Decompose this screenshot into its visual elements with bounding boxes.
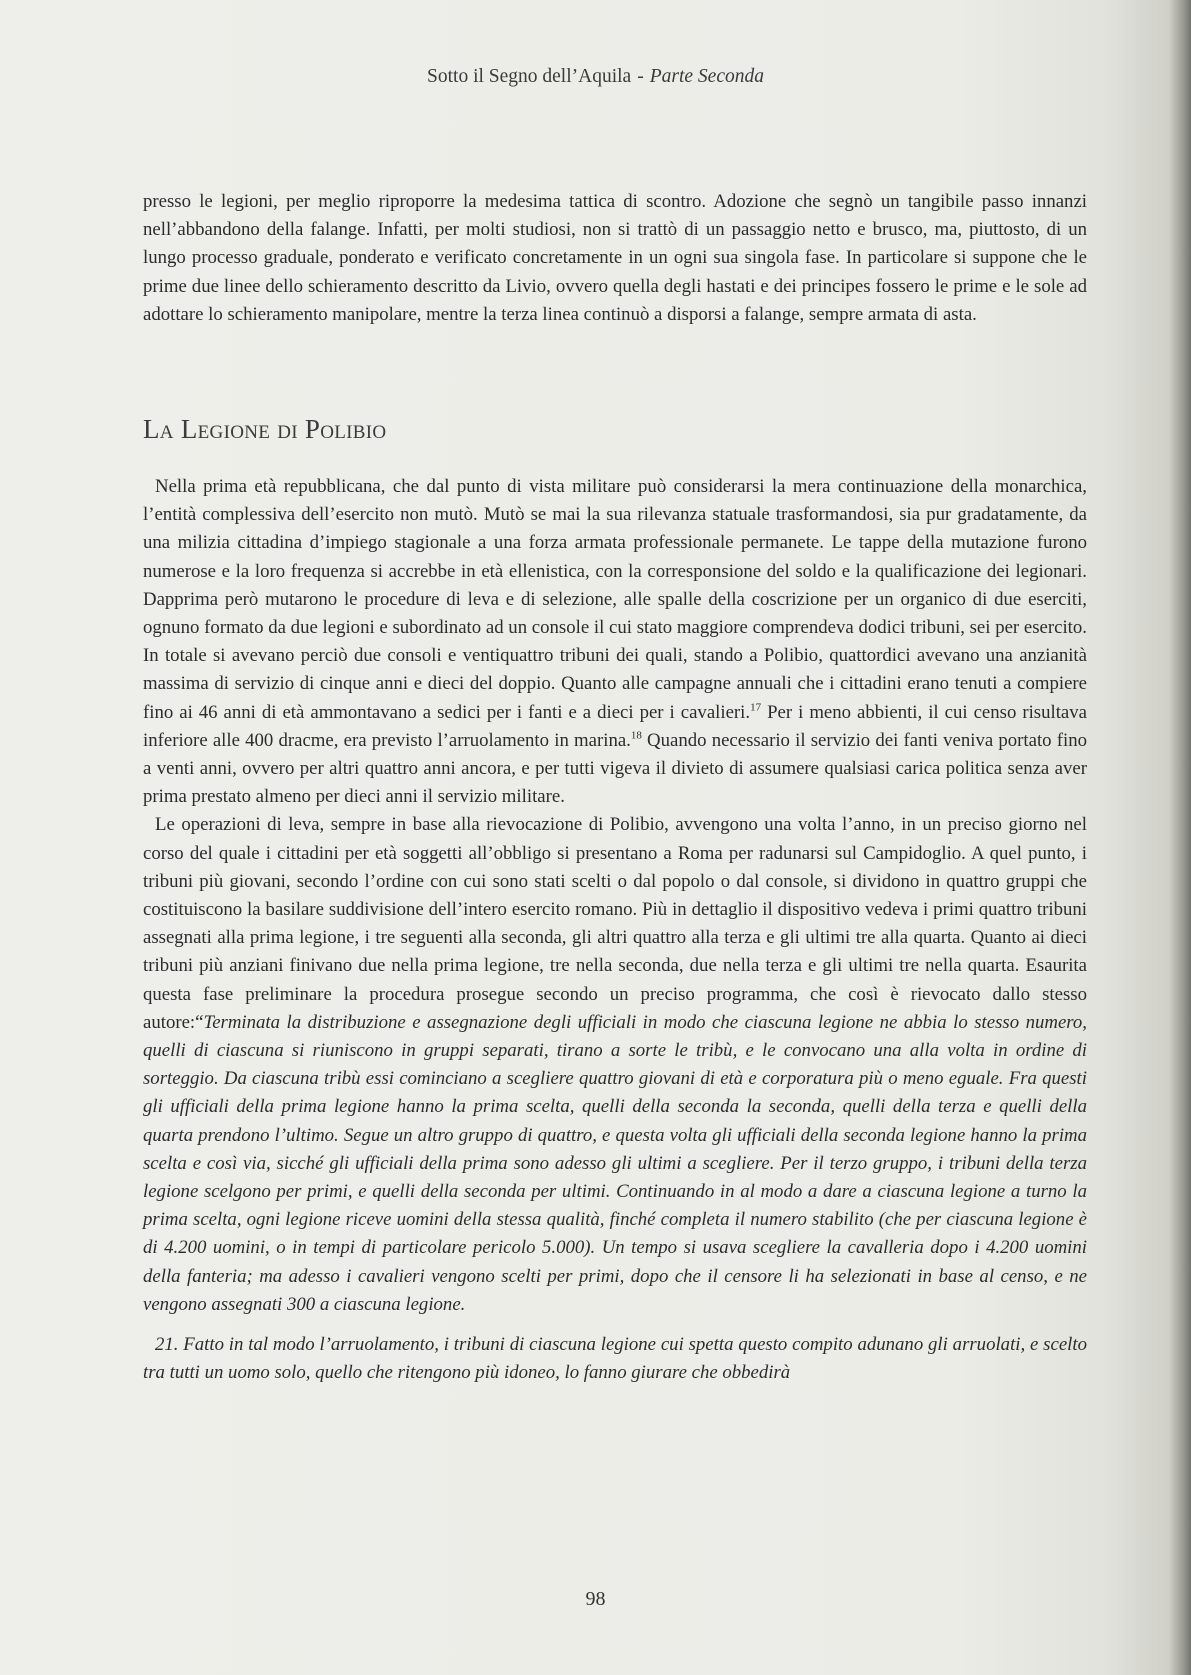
polybius-quote: Terminata la distribuzione e assegnazione degli ufficiali in modo che ciascuna legione ne abbia lo stesso numero, quelli di ciascuna si riuniscono in gruppi separati, tirano a sorte le tribù, e le convocano una alla volta in ordine di sorteggio. Da ciascuna tribù essi cominciano a scegliere quattro giovani di età e corporatura più o meno eguale. Fra questi gli ufficiali della prima legione hanno la prima scelta, quelli della seconda la seconda, quelli della terza e quelli della quarta prendono l’ultimo. Segue un altro gruppo di quattro, e questa volta gli ufficiali della seconda legione hanno la prima scelta e così via, sicché gli ufficiali della prima sono adesso gli ultimi a scegliere. Per il terzo gruppo, i tribuni della terza legione scelgono per primi, e quelli della seconda per ultimi. Continuando in al modo a dare a ciascuna legione a turno la prima scelta, ogni legione riceve uomini della stessa qualità, finché completa il numero stabilito (che per ciascuna legione è di 4.200 uomini, o in tempi di particolare pericolo 5.000). Un tempo si usava scegliere la cavalleria dopo i 4.200 uomini della fanteria; ma adesso i cavalieri vengono scelti per primi, dopo che il censore li ha selezionati in base al censo, e ne vengono assegnati 300 a ciascuna legione. bbox=[143, 1011, 1087, 1315]
paragraph-2-text: Le operazioni di leva, sempre in base alla rievocazione di Polibio, avvengono una volta l’anno, in un preciso giorno nel corso del quale i cittadini per età soggetti all’obbligo si presentano a Roma per radunarsi sul Campidoglio. A quel punto, i tribuni più giovani, secondo l’ordine con cui sono stati scelti o dal popolo o dal console, si dividono in quattro gruppi che costituiscono la basilare suddivisione dell’intero esercito romano. Più in dettaglio il dispositivo vedeva i primi quattro tribuni assegnati alla prima legione, i tre seguenti alla seconda, gli altri quattro alla terza e gli ultimi tre alla quarta. Quanto ai dieci tribuni più anziani finivano due nella prima legione, tre nella seconda, due nella terza e gli ultimi tre nella quarta. Esaurita questa fase preliminare la procedura prosegue secondo un preciso programma, che così è rievocato dallo stesso autore:“ bbox=[143, 814, 1087, 1033]
running-header bbox=[0, 66, 1191, 88]
section-heading: La Legione di Polibio bbox=[143, 414, 387, 444]
footnote-ref-18[interactable]: 18 bbox=[630, 729, 642, 742]
polybius-quote-21: 21. Fatto in tal modo l’arruolamento, i tribuni di ciascuna legione cui spetta questo compito adunano gli arruolati, e scelto tra tutti un uomo solo, quello che ritengono più idoneo, lo fanno giurare che obbedirà bbox=[143, 1334, 1087, 1384]
section-body bbox=[143, 473, 1087, 1388]
paragraph-1-text-b: Per i meno abbienti, il cui censo risultava inferiore alle 400 dracme, era previsto l’arruolamento in marina. bbox=[143, 701, 1087, 751]
footnote-ref-17[interactable]: 17 bbox=[750, 701, 762, 714]
book-title: Sotto il Segno dell’Aquila bbox=[427, 66, 632, 87]
paragraph-1 bbox=[143, 473, 1087, 811]
page-number: 98 bbox=[585, 1588, 606, 1610]
paragraph-3 bbox=[143, 1331, 1087, 1387]
header-separator: - bbox=[637, 66, 644, 87]
intro-paragraph: presso le legioni, per meglio riproporre la medesima tattica di scontro. Adozione che segnò un tangibile passo innanzi nell’abbandono della falange. Infatti, per molti studiosi, non si trattò di un passaggio netto e brusco, ma, piuttosto, di un lungo processo graduale, ponderato e verificato concretamente in un ogni sua singola fase. In particolare si suppone che le prime due linee dello schieramento descritto da Livio, ovvero quella degli hastati e dei principes fossero le prime e le sole ad adottare lo schieramento manipolare, mentre la terza linea continuò a disporsi a falange, sempre armata di asta. bbox=[143, 191, 1087, 325]
book-part: Parte Seconda bbox=[649, 66, 764, 87]
paragraph-2 bbox=[143, 811, 1087, 1319]
intro-section bbox=[143, 188, 1087, 329]
paragraph-1-text-c: Quando necessario il servizio dei fanti veniva portato fino a venti anni, ovvero per altri quattro anni ancora, e per tutti vigeva il divieto di assumere qualsiasi carica politica senza aver prima prestato almeno per dieci anni il servizio militare. bbox=[143, 729, 1087, 808]
paragraph-1-text-a: Nella prima età repubblicana, che dal punto di vista militare può considerarsi la mera continuazione della monarchica, l’entità complessiva dell’esercito non mutò. Mutò se mai la sua rilevanza statuale trasformandosi, sia pur gradatamente, da una milizia cittadina d’impiego stagionale a una forza armata professionale permanete. Le tappe della mutazione furono numerose e la loro frequenza si accrebbe in età ellenistica, con la corresponsione del soldo e la qualificazione dei legionari. Dapprima però mutarono le procedure di leva e di selezione, alle spalle della coscrizione per un organico di due eserciti, ognuno formato da due legioni e subordinato ad un console il cui stato maggiore comprendeva dodici tribuni, sei per esercito. In totale si avevano perciò due consoli e ventiquattro tribuni dei quali, stando a Polibio, quattordici avevano una anzianità massima di servizio di cinque anni e dieci del doppio. Quanto alle campagne annuali che i cittadini erano tenuti a compiere fino ai 46 anni di età ammontavano a sedici per i fanti e a dieci per i cavalieri. bbox=[143, 476, 1087, 723]
page-edge-shadow bbox=[1169, 0, 1191, 1675]
